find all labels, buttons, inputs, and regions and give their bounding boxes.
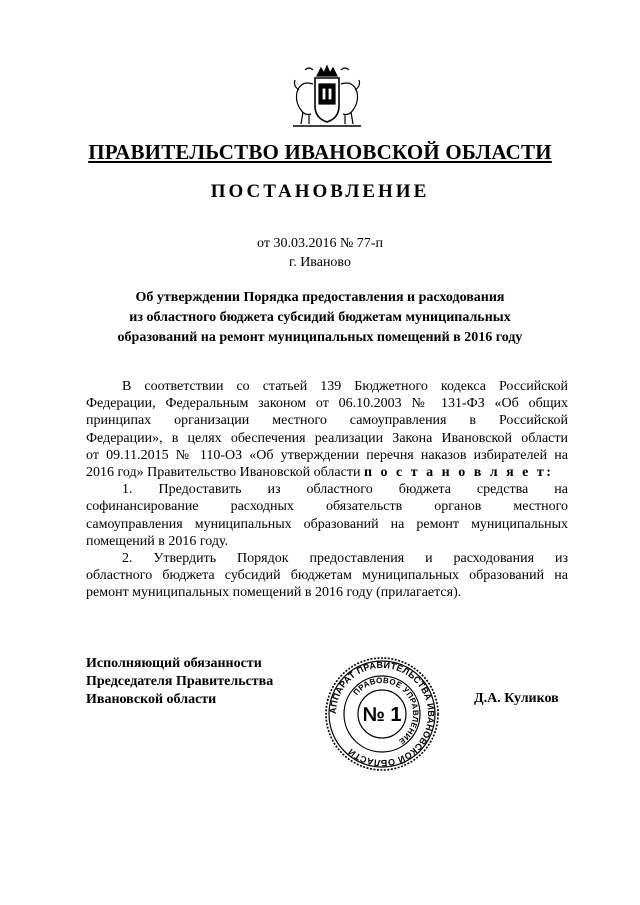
official-stamp — [323, 655, 441, 773]
decree-word: п о с т а н о в л я е т: — [363, 464, 554, 480]
item-1-line: помещений в 2016 году. — [86, 533, 229, 549]
stamp-ring-text: АППАРАТ ПРАВИТЕЛЬСТВА ИВАНОВСКОЙ ОБЛАСТИ — [327, 659, 437, 769]
organization-title: ПРАВИТЕЛЬСТВО ИВАНОВСКОЙ ОБЛАСТИ — [88, 140, 552, 164]
document-date-number: от 30.03.2016 № 77-п — [257, 236, 383, 251]
document-subject — [90, 288, 550, 348]
document-type-heading: ПОСТАНОВЛЕНИЕ — [210, 181, 430, 202]
subject-line: Об утверждении Порядка предоставления и расходования — [135, 290, 505, 305]
body-line: от 09.11.2015 № 110-ОЗ «Об утверждении перечня наказов избирателей на — [86, 447, 568, 463]
body-line-text: 2016 год» Правительство Ивановской области — [86, 464, 364, 480]
stamp-inner-text: ПРАВОВОЕ УПРАВЛЕНИЕ — [351, 675, 421, 747]
signatory-position-line: Исполняющий обязанности — [86, 656, 262, 671]
document-body — [86, 378, 568, 601]
coat-of-arms-emblem — [287, 62, 367, 130]
subject-line: из областного бюджета субсидий бюджетам муниципальных — [129, 310, 511, 325]
item-1-line: софинансирование расходных обязательств органов местного — [86, 499, 568, 515]
document-city: г. Иваново — [289, 255, 351, 270]
subject-line: образований на ремонт муниципальных помещений в 2016 году — [117, 330, 523, 345]
item-1-line: самоуправления муниципальных образований на ремонт муниципальных — [86, 516, 568, 532]
signatory-position-line: Председателя Правительства — [86, 674, 274, 689]
item-2-line: областного бюджета субсидий бюджетам муниципальных образований на — [86, 568, 568, 584]
item-2-line: 2. Утвердить Порядок предоставления и расходования из — [122, 550, 568, 566]
body-line: Федерации», в целях обеспечения реализации Закона Ивановской области — [86, 430, 568, 446]
body-line: Федерации, Федеральным законом от 06.10.2003 № 131-ФЗ «Об общих — [86, 396, 568, 412]
body-line: В соответствии со статьей 139 Бюджетного кодекса Российской — [122, 379, 568, 394]
signatory-name: Д.А. Куликов — [474, 691, 559, 706]
body-line-decree — [86, 464, 568, 481]
item-1-line: 1. Предоставить из областного бюджета средства на — [122, 482, 568, 498]
item-2-line: ремонт муниципальных помещений в 2016 году (прилагается). — [86, 585, 462, 601]
body-line: принципах организации местного самоуправления в Российской — [86, 413, 568, 429]
stamp-number: № 1 — [362, 704, 402, 726]
signatory-position — [86, 655, 273, 709]
signatory-position-line: Ивановской области — [86, 692, 217, 707]
